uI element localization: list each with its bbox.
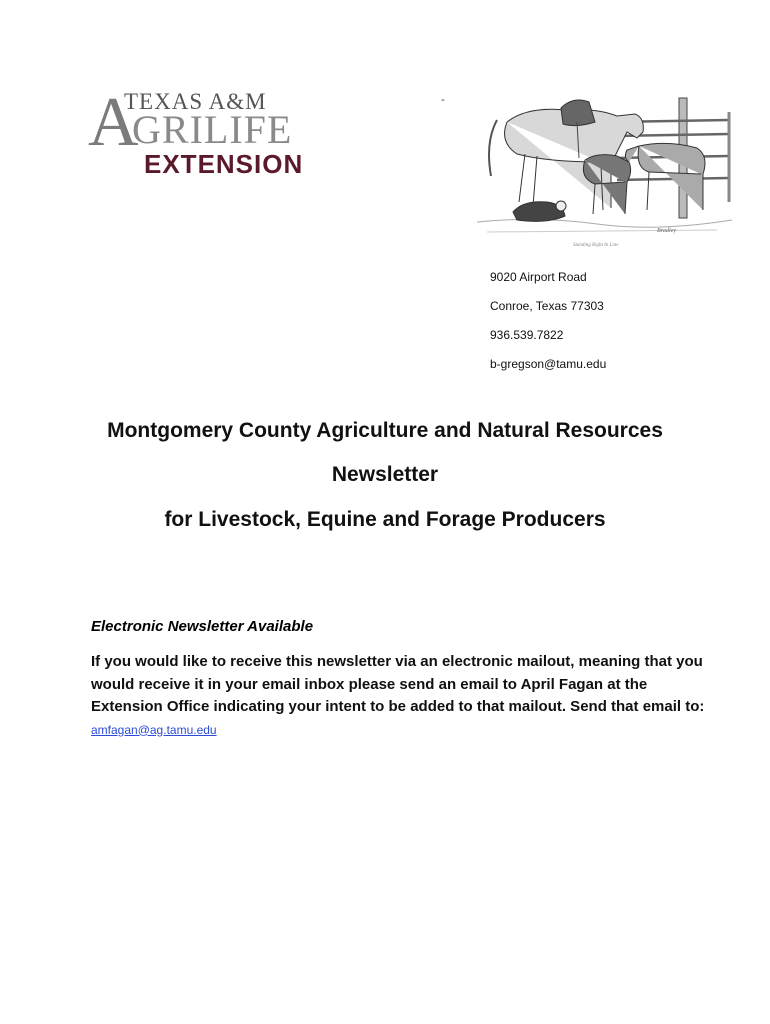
section-body: [91, 651, 711, 741]
logo-extension: EXTENSION: [144, 149, 304, 179]
address-city: Conroe, Texas 77303: [490, 299, 604, 313]
newsletter-title-line2: Newsletter: [331, 463, 439, 486]
agrilife-logo: [88, 84, 320, 184]
horse-cattle-illustration: [477, 92, 732, 250]
section-heading: Electronic Newsletter Available: [91, 618, 314, 635]
address-email: b-gregson@tamu.edu: [490, 357, 607, 371]
logo-initial: A: [88, 84, 139, 161]
address-street: 9020 Airport Road: [490, 270, 587, 284]
newsletter-title-line3: for Livestock, Equine and Forage Producers: [164, 508, 606, 531]
illustration-signature: Bradley: [657, 228, 676, 234]
logo-texas-am: TEXAS A&M: [124, 89, 267, 114]
logo-agrilife: GRILIFE: [132, 107, 293, 152]
header-mark: -: [441, 94, 445, 106]
newsletter-title-line1: Montgomery County Agriculture and Natural Resources: [107, 419, 663, 442]
address-phone: 936.539.7822: [490, 328, 564, 342]
email-link[interactable]: amfagan@ag.tamu.edu: [91, 722, 217, 737]
section-body-text: If you would like to receive this newsletter via an electronic mailout, meaning that you would receive it in your email inbox please send an email to April Fagan at the Extension Office indicating your intent to be added to that mailout. Send that email to:: [91, 653, 705, 715]
illustration-caption: Standing Right In Line: [573, 243, 619, 248]
